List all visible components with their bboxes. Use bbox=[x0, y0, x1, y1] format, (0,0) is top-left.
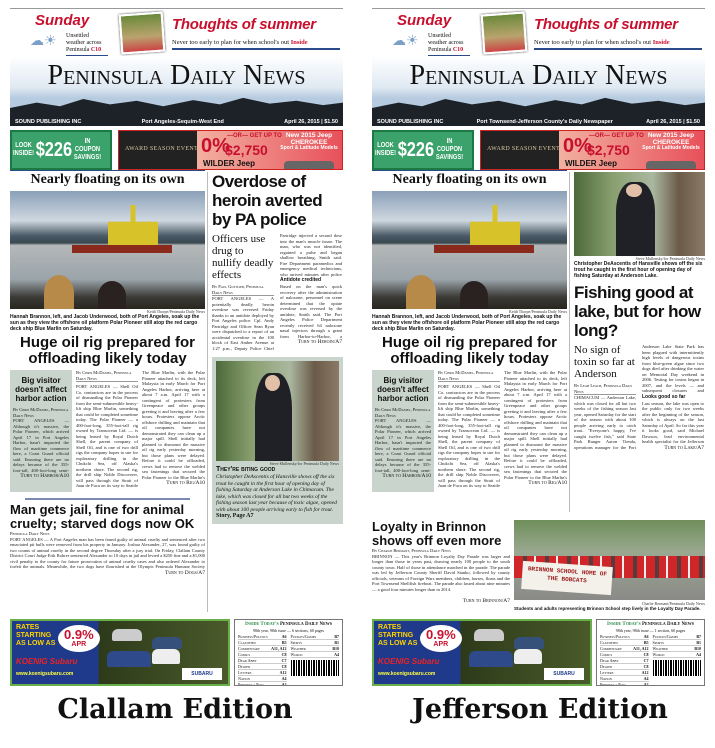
rig-body: PORT ANGELES — Shell Oil Co. contractors are in the process of dismantling the Polar Pioneer from the semi-submersible heavy-lift ship Blue Marlin, something that could be completed sometime today. The Polar Pioneer — a 400-foot-long, 355-foot-tall rig owned by Transocean Ltd. — is being leased by Royal Dutch Shell, the parent company of Shell Oil, and is one of two drill rigs the company hopes to use for exploratory drilling in the Chukchi Sea, off Alaska's northern shore. The second rig, the drill ship Noble Discoverer, will pass through the Strait of Juan de Fuca on its way to Seattle bbox=[438, 384, 500, 488]
parade-credit: Charlie Bermant/Peninsula Daily News bbox=[641, 601, 705, 606]
index-section: World bbox=[290, 652, 303, 657]
index-section: Nation bbox=[238, 676, 250, 681]
edition-region: Port Angeles-Sequim-West End bbox=[141, 119, 224, 125]
weather-cloud-icon: ☁☀ bbox=[30, 34, 57, 49]
rig-byline: By Chris McDaniel, Peninsula Daily News bbox=[438, 370, 500, 382]
index-page: A4 bbox=[334, 652, 339, 657]
coupon-left: LOOK INSIDE! bbox=[375, 142, 397, 157]
car-image bbox=[514, 649, 542, 664]
barcode bbox=[653, 660, 702, 676]
clallam-front-page bbox=[10, 8, 343, 686]
index-row[interactable] bbox=[238, 682, 287, 686]
index-page: A4 bbox=[643, 676, 649, 681]
coupon-left: LOOK INSIDE! bbox=[13, 142, 35, 157]
jeep-model: New 2015 Jeep CHEROKEE bbox=[647, 132, 695, 146]
overdose-body: Based on the man's quick recovery after the administration of naloxone, personnel on scene determined that the opiate overdose was reversed by the antidote, Smith said. The Port Angeles Police Department recently received 64 naloxone nasal injectors through a grant from Harbor-to-Harbor, a bbox=[280, 284, 342, 339]
publisher: SOUND PUBLISHING INC bbox=[377, 119, 444, 125]
index-page: A6 bbox=[281, 634, 287, 639]
index-page: B5 bbox=[281, 640, 287, 645]
sidebar-box bbox=[10, 370, 72, 492]
person-shape bbox=[44, 275, 74, 309]
fishing-subsection: Looks good so far bbox=[642, 393, 686, 400]
index-section: Deaths bbox=[600, 664, 613, 669]
rig-headline[interactable]: Huge oil rig prepared for offloading likely today bbox=[19, 334, 196, 367]
column-divider bbox=[569, 172, 570, 512]
date-price: April 26, 2015 | $1.50 bbox=[646, 119, 700, 125]
index-left-column bbox=[600, 634, 649, 686]
brinnon-jump[interactable]: Turn to Brinnon/A7 bbox=[462, 597, 510, 604]
index-row[interactable] bbox=[291, 652, 340, 658]
person-shape bbox=[98, 281, 126, 309]
fishing-headline[interactable]: Fishing good at lake, but for how long? bbox=[574, 283, 701, 340]
face-shape bbox=[265, 375, 280, 391]
index-page: C8 bbox=[643, 652, 649, 657]
top-rule bbox=[10, 8, 343, 9]
weather-page: C10 bbox=[452, 47, 464, 53]
masthead bbox=[10, 56, 343, 126]
index-row[interactable] bbox=[653, 652, 702, 658]
day-label: Sunday bbox=[35, 12, 90, 29]
index-page: C8 bbox=[643, 664, 649, 669]
biting-text: Christopher DeAscentis of Hansville shows off the six trout he caught in the first hour of opening day of fishing Saturday at Anderson Lake in Chimacum. The lake, which was closed for all but two weeks of the fishing season last year because of toxic algae, opened with about 100 people arriving early to fish for trout. bbox=[216, 474, 337, 513]
weather-text: Unsettled weather across Peninsula bbox=[428, 33, 464, 53]
overdose-body: PORT ANGELES — A potentially deadly heroin overdose was reversed Friday thanks to an antidote deployed by Port Angeles police. Cpl. Andy Partridge and Officer Sean Ryan were dispatched to a report of an accidental overdose in the 100 block of East Amber Avenue at 1:27 p.m., Deputy Police Chief bbox=[212, 296, 274, 351]
weather-cloud-icon: ☁☀ bbox=[392, 34, 419, 49]
biting-link[interactable]: Story, Page A7 bbox=[216, 513, 254, 519]
jeep-or: —OR— GET UP TO bbox=[227, 133, 282, 139]
index-page: A4 bbox=[696, 652, 701, 657]
school-banner: BRINNON SCHOOL HOME OF THE BOBCATS bbox=[521, 561, 613, 595]
subaru-ad[interactable] bbox=[372, 619, 592, 686]
masthead bbox=[372, 56, 705, 126]
index-section: Weather bbox=[652, 646, 668, 651]
subaru-apr: 0.9% bbox=[64, 627, 94, 642]
subaru-apr-label: APR bbox=[71, 641, 87, 648]
oil-rig-photo[interactable] bbox=[10, 191, 205, 309]
coupon-ad[interactable] bbox=[372, 130, 474, 170]
jeep-model-sub: Sport & Latitude Models bbox=[642, 145, 700, 151]
dogs-jump[interactable]: Turn to Dogs/A7 bbox=[164, 569, 205, 576]
index-title-a: Inside Today's bbox=[245, 622, 279, 627]
index-page: A12 bbox=[641, 670, 649, 675]
index-section: Commentary bbox=[600, 646, 622, 651]
promo-subtitle bbox=[534, 39, 702, 50]
index-section: Commentary bbox=[238, 646, 260, 651]
index-page: A6 bbox=[643, 634, 649, 639]
car-image bbox=[152, 649, 180, 664]
weather-teaser[interactable] bbox=[392, 33, 470, 57]
sidebar-byline: By Chris McDaniel, Peninsula Daily News bbox=[375, 407, 431, 418]
index-section: Business/Politics bbox=[600, 634, 630, 639]
index-section: Weather bbox=[290, 646, 306, 651]
subaru-url[interactable]: www.koenigsubaru.com bbox=[16, 671, 74, 677]
summer-thumbnail bbox=[119, 12, 166, 55]
jeep-event: AWARD SEASON EVENT bbox=[125, 146, 198, 152]
index-section: Puzzles/Games bbox=[652, 634, 679, 639]
overdose-jump[interactable]: Turn to Heroin/A7 bbox=[297, 339, 342, 345]
fishing-body: Anderson Lake State Park has been plagued with intermittently high levels of dangerous toxins from blue-green algae since two dogs died after drinking the water on Memorial Day weekend in 2006. Testing for toxins began in 2007, and the levels — and subsequent closures and bbox=[642, 344, 704, 393]
promo-link[interactable]: Inside bbox=[652, 39, 670, 46]
sidebar-jump[interactable]: Turn to Harbor/A10 bbox=[382, 473, 431, 479]
index-section: Peninsula Poll bbox=[238, 682, 265, 686]
index-section: Nation bbox=[600, 676, 612, 681]
dogs-headline[interactable]: Man gets jail, fine for animal cruelty; starved dogs now OK bbox=[10, 502, 195, 531]
masthead-title: Peninsula Daily News bbox=[47, 60, 306, 91]
jeep-or: —OR— GET UP TO bbox=[589, 133, 644, 139]
fishing-jump[interactable]: Turn to Lake/A7 bbox=[664, 444, 704, 451]
rig-shape bbox=[108, 205, 158, 247]
index-row[interactable] bbox=[600, 682, 649, 686]
subaru-apr-label: APR bbox=[433, 641, 449, 648]
rig-jump[interactable]: Turn to Rig/A10 bbox=[528, 480, 567, 486]
subaru-ad[interactable] bbox=[10, 619, 230, 686]
jeep-car-image bbox=[646, 161, 696, 169]
index-section: Deaths bbox=[238, 664, 251, 669]
biting-title: They're biting good bbox=[216, 466, 276, 473]
index-issue: 98th year, 98th issue — 6 sections, 60 pages bbox=[253, 628, 324, 633]
index-section: Classified bbox=[600, 640, 618, 645]
subaru-logo: SUBARU bbox=[182, 668, 222, 680]
index-section: Sports bbox=[290, 640, 302, 645]
dogs-body: PORT ANGELES — A Port Angeles man has been found guilty of animal cruelty and sentenced after two emaciated pit bulls were removed from his property in January. Joshua Alexander, 27, was found guilty of two counts of animal cruelty in the second degree Thursday after a jury trial. On Friday, Clallam County District Court Judge Erik Rohrer sentenced Alexander to 10 days in jail and levied a $250 fine and a $1,000 civil penalty to the county for future prosecution of animal cruelty cases and also ordered Alexander to forfeit the animals. Meanwhile, the two dogs have flourished at the Olympic Peninsula Humane Society bbox=[10, 536, 205, 569]
fishing-body: Last season, the lake was open to the public only for two weeks after the beginning of the season, which is always on the last Saturday of April. So far this year it looks good, said Michael Dawson, lead environmental health specialist for the Jefferson bbox=[642, 400, 704, 444]
fishing-byline: By Leah Leach, Peninsula Daily News bbox=[574, 383, 636, 395]
ship-shape bbox=[72, 245, 172, 253]
index-page: B7 bbox=[696, 634, 701, 639]
rig-body: The Blue Marlin, with the Polar Pioneer attached to its deck, left Malaysia in early March for Port Angeles Harbor, arriving here at about 7 a.m. April 17 with a contingent of protesters from Greenpeace and other groups greeting it and leaving after a few hours. Protesters oppose Arctic offshore drilling and maintain that oil companies have not demonstrated they can clean up a major spill. Shell initially had planned to dismount the massive oil rig early yesterday morning, but those plans were delayed. Before it could be offloaded, crews had to remove the welded sea fastenings that secured the Polar Pioneer to the Blue Marlin's bbox=[504, 370, 567, 480]
section-rule bbox=[25, 498, 190, 500]
fishing-credit: Steve Mullensky/for Peninsula Daily News bbox=[635, 256, 705, 261]
masthead-bar bbox=[372, 119, 705, 125]
index-section: Dear Abby bbox=[238, 658, 257, 663]
car-image bbox=[152, 637, 182, 649]
promo-subtitle bbox=[172, 39, 340, 50]
weather-teaser[interactable] bbox=[30, 33, 108, 57]
subaru-dealer: KOENIG Subaru bbox=[16, 657, 78, 666]
index-page: A2 bbox=[643, 682, 649, 686]
fishing-photo[interactable] bbox=[574, 172, 705, 256]
index-section: Letters bbox=[600, 670, 614, 675]
jefferson-front-page bbox=[372, 8, 705, 686]
coupon-amount: $226 bbox=[397, 139, 435, 161]
promo-link[interactable]: Inside bbox=[290, 39, 308, 46]
biting-box bbox=[212, 357, 343, 524]
index-section: Comics bbox=[600, 652, 613, 657]
index-section: World bbox=[652, 652, 665, 657]
index-title-b: Peninsula Daily News bbox=[279, 622, 332, 627]
sidebar-headline[interactable]: Big visitor doesn't affect harbor action bbox=[377, 376, 429, 403]
index-page: A2 bbox=[281, 682, 287, 686]
right-column bbox=[212, 172, 343, 524]
sidebar-jump[interactable]: Turn to Harbor/A10 bbox=[20, 473, 69, 479]
coupon-ad[interactable] bbox=[10, 130, 112, 170]
overdose-byline: By Paul Gottlieb, Peninsula Daily News bbox=[212, 284, 274, 296]
person-shape bbox=[406, 275, 436, 309]
summer-thumbnail bbox=[481, 12, 528, 55]
brinnon-body: BRINNON — This year's Brinnon Loyalty Day Parade was larger and longer than those in years past, drawing nearly 100 people to the south county town. Half of those in attendance marched in the parade. The parade was led by Jefferson County Sheriff David Stanko, followed by county officials, veterans of Foreign Wars members, children, horses, floats and the Port Townsend Shellfish fireboat. The parade also lasted about nine minutes — a good four minutes longer than in 2014. bbox=[372, 553, 510, 592]
promo-subtitle-text: Never too early to plan for when school's out bbox=[172, 39, 290, 46]
index-page: C8 bbox=[281, 664, 287, 669]
jeep-car-image bbox=[284, 161, 334, 169]
barcode bbox=[291, 660, 340, 676]
jeep-event: AWARD SEASON EVENT bbox=[487, 146, 560, 152]
index-page: B5 bbox=[643, 640, 649, 645]
day-label: Sunday bbox=[397, 12, 452, 29]
publisher: SOUND PUBLISHING INC bbox=[15, 119, 82, 125]
index-issue: 98th year, 98th issue — 1 section, 60 pages bbox=[615, 628, 686, 633]
rig-byline: By Chris McDaniel, Peninsula Daily News bbox=[76, 370, 138, 382]
photo-headline: Nearly floating on its own bbox=[372, 170, 567, 188]
index-page: C8 bbox=[281, 652, 287, 657]
index-page: B10 bbox=[694, 646, 701, 651]
sidebar-headline[interactable]: Big visitor doesn't affect harbor action bbox=[15, 376, 67, 403]
overdose-subsection: Antidote credited bbox=[280, 277, 322, 283]
rig-body: The Blue Marlin, with the Polar Pioneer attached to its deck, left Malaysia in early March for Port Angeles Harbor, arriving here at about 7 a.m. April 17 with a contingent of protesters from Greenpeace and other groups greeting it and leaving after a few hours. Protesters oppose Arctic offshore drilling and maintain that oil companies have not demonstrated they can clean up a major spill. Shell initially had planned to dismount the massive oil rig early yesterday morning, but those plans were delayed. Before it could be offloaded, crews had to remove the welded sea fastenings that secured the Polar Pioneer to the Blue Marlin's bbox=[142, 370, 205, 480]
ship-shape bbox=[434, 245, 534, 253]
index-section: Sports bbox=[652, 640, 664, 645]
biting-credit: Steve Mullensky/for Peninsula Daily News bbox=[269, 461, 339, 466]
sidebar-body: PORT ANGELES — Although it's massive, the Polar Pioneer, which arrived April 17 in Port Angeles Harbor, hasn't impacted the flow of maritime commerce here, a Coast Guard official said. Ensuring there are no delays because of the 355-foot-tall, 400-foot-long semi- bbox=[13, 418, 69, 473]
index-title-a: Inside Today's bbox=[607, 622, 641, 627]
jeep-model-sub: Sport & Latitude Models bbox=[280, 145, 338, 151]
left-column bbox=[372, 170, 567, 492]
fishing-subhead: No sign of toxin so far at Anderson bbox=[574, 344, 635, 380]
index-page: A4 bbox=[281, 676, 287, 681]
jeep-rate: 0% bbox=[201, 135, 230, 157]
overdose-headline[interactable]: Overdose of heroin averted by PA police bbox=[212, 172, 323, 229]
dogs-story bbox=[10, 498, 205, 577]
rig-headline[interactable]: Huge oil rig prepared for offloading likely today bbox=[381, 334, 558, 367]
index-page: B1 bbox=[696, 640, 701, 645]
index-section: Peninsula Poll bbox=[600, 682, 627, 686]
sidebar-box bbox=[372, 370, 434, 492]
fishing-caption: Christopher DeAscentis of Hansville shows off the six trout he caught in the first hour of opening day of fishing Saturday at Anderson Lake. bbox=[574, 261, 703, 279]
index-section: Puzzles/Games bbox=[290, 634, 317, 639]
coupon-right: IN COUPON SAVINGS! bbox=[73, 138, 102, 161]
jeep-dealer: WILDER Jeep bbox=[565, 159, 618, 168]
car-image bbox=[112, 629, 142, 641]
jefferson-edition-label: Jefferson Edition bbox=[412, 694, 668, 725]
photo-caption: Hannah Brannon, left, and Jacob Underwood, both of Port Angeles, soak up the sun as they view the offshore oil platform Polar Pioneer still atop the red cargo deck ship Blue Marlin on Saturday. bbox=[372, 314, 562, 332]
subaru-rates: RATES STARTING AS LOW AS bbox=[378, 624, 418, 647]
jeep-amount: $2,750 bbox=[225, 142, 268, 158]
right-column bbox=[574, 172, 705, 452]
rig-body: PORT ANGELES — Shell Oil Co. contractors are in the process of dismantling the Polar Pioneer from the semi-submersible heavy-lift ship Blue Marlin, something that could be completed sometime today. The Polar Pioneer — a 400-foot-long, 355-foot-tall rig owned by Transocean Ltd. — is being leased by Royal Dutch Shell, the parent company of Shell Oil, and is one of two drill rigs the company hopes to use for exploratory drilling in the Chukchi Sea, off Alaska's northern shore. The second rig, the drill ship Noble Discoverer, will pass through the Strait of Juan de Fuca on its way to Seattle bbox=[76, 384, 138, 488]
car-image bbox=[474, 629, 504, 641]
parade-caption: Students and adults representing Brinnon School step lively in the Loyalty Day Parade. bbox=[514, 606, 701, 611]
left-column bbox=[10, 170, 205, 577]
photo-caption: Hannah Brannon, left, and Jacob Underwood, both of Port Angeles, soak up the sun as they view the offshore oil platform Polar Pioneer still atop the red cargo deck ship Blue Marlin on Saturday. bbox=[10, 314, 200, 332]
promo-subtitle-text: Never too early to plan for when school's out bbox=[534, 39, 652, 46]
clallam-edition-label: Clallam Edition bbox=[57, 694, 293, 725]
jeep-ad[interactable] bbox=[480, 130, 705, 170]
index-page: A11, A12 bbox=[271, 646, 287, 651]
coupon-right: IN COUPON SAVINGS! bbox=[435, 138, 464, 161]
promo-title[interactable]: Thoughts of summer bbox=[172, 16, 316, 33]
fishing-body: CHIMACUM — Anderson Lake, which was closed for all but two weeks of the fishing season last year, opened Saturday for the start of the season with about 100 people arriving early to catch trout. "Everyone's happy, I've caught twelve fish," said State Park Ranger Aaron Tienda, operations manager for the Port bbox=[574, 395, 636, 450]
rig-shape bbox=[470, 205, 520, 247]
column-divider bbox=[207, 172, 208, 612]
car-image bbox=[469, 651, 513, 667]
person-shape bbox=[460, 281, 488, 309]
car-image bbox=[514, 637, 544, 649]
overdose-subhead: Officers use drug to nullify deadly effects bbox=[212, 233, 274, 281]
index-section: Classified bbox=[238, 640, 256, 645]
weather-page: C10 bbox=[90, 47, 102, 53]
top-rule bbox=[372, 8, 705, 9]
subaru-apr: 0.9% bbox=[426, 627, 456, 642]
index-page: B7 bbox=[334, 634, 339, 639]
subaru-url[interactable]: www.koenigsubaru.com bbox=[378, 671, 436, 677]
index-section: Comics bbox=[238, 652, 251, 657]
date-price: April 26, 2015 | $1.50 bbox=[284, 119, 338, 125]
rig-jump[interactable]: Turn to Rig/A10 bbox=[166, 480, 205, 486]
index-title-b: Peninsula Daily News bbox=[641, 622, 694, 627]
photo-credit: Keith Thorpe/Peninsula Daily News bbox=[508, 309, 567, 314]
jeep-ad[interactable] bbox=[118, 130, 343, 170]
subaru-dealer: KOENIG Subaru bbox=[378, 657, 440, 666]
masthead-title: Peninsula Daily News bbox=[409, 60, 668, 91]
promo-title[interactable]: Thoughts of summer bbox=[534, 16, 678, 33]
dogs-byline: Peninsula Daily News bbox=[10, 531, 50, 536]
index-page: C7 bbox=[643, 658, 649, 663]
index-page: B1 bbox=[334, 640, 339, 645]
index-page: B10 bbox=[332, 646, 339, 651]
index-section: Dear Abby bbox=[600, 658, 619, 663]
subaru-logo: SUBARU bbox=[544, 668, 584, 680]
weather-text: Unsettled weather across Peninsula bbox=[66, 33, 102, 53]
coupon-amount: $226 bbox=[35, 139, 73, 161]
edition-region: Port Townsend-Jefferson County's Daily Newspaper bbox=[476, 119, 613, 125]
brinnon-story bbox=[372, 520, 510, 605]
sidebar-body: PORT ANGELES — Although it's massive, the Polar Pioneer, which arrived April 17 in Port Angeles Harbor, hasn't impacted the flow of maritime commerce here, a Coast Guard official said. Ensuring there are no delays because of the 355-foot-tall, 400-foot-long semi- bbox=[375, 418, 431, 473]
fishing-photo[interactable] bbox=[216, 361, 339, 461]
sidebar-byline: By Chris McDaniel, Peninsula Daily News bbox=[13, 407, 69, 418]
oil-rig-photo[interactable] bbox=[372, 191, 567, 309]
photo-headline: Nearly floating on its own bbox=[10, 170, 205, 188]
jeep-rate: 0% bbox=[563, 135, 592, 157]
index-box bbox=[234, 619, 343, 686]
subaru-rates: RATES STARTING AS LOW AS bbox=[16, 624, 56, 647]
index-page: A12 bbox=[279, 670, 287, 675]
jeep-dealer: WILDER Jeep bbox=[203, 159, 256, 168]
index-section: Business/Politics bbox=[238, 634, 268, 639]
index-box bbox=[596, 619, 705, 686]
car-image bbox=[107, 651, 151, 667]
brinnon-byline: By Charlie Bermant, Peninsula Daily News bbox=[372, 548, 451, 553]
index-section: Letters bbox=[238, 670, 252, 675]
index-left-column bbox=[238, 634, 287, 686]
parade-photo[interactable] bbox=[514, 520, 705, 600]
index-page: C7 bbox=[281, 658, 287, 663]
masthead-bar bbox=[10, 119, 343, 125]
jeep-amount: $2,750 bbox=[587, 142, 630, 158]
overdose-body: Partridge injected a second dose into the man's muscle tissue. The man, who was not identified, regained a pulse and began shallow breathing, Smith said. Fire Department paramedics and emergency medical technicians, who arrived minutes after police bbox=[280, 233, 342, 277]
jeep-model: New 2015 Jeep CHEROKEE bbox=[285, 132, 333, 146]
index-page: A11, A12 bbox=[633, 646, 649, 651]
brinnon-headline[interactable]: Loyalty in Brinnon shows off even more bbox=[372, 519, 502, 548]
photo-credit: Keith Thorpe/Peninsula Daily News bbox=[146, 309, 205, 314]
index-right-column bbox=[653, 634, 702, 658]
index-right-column bbox=[291, 634, 340, 658]
